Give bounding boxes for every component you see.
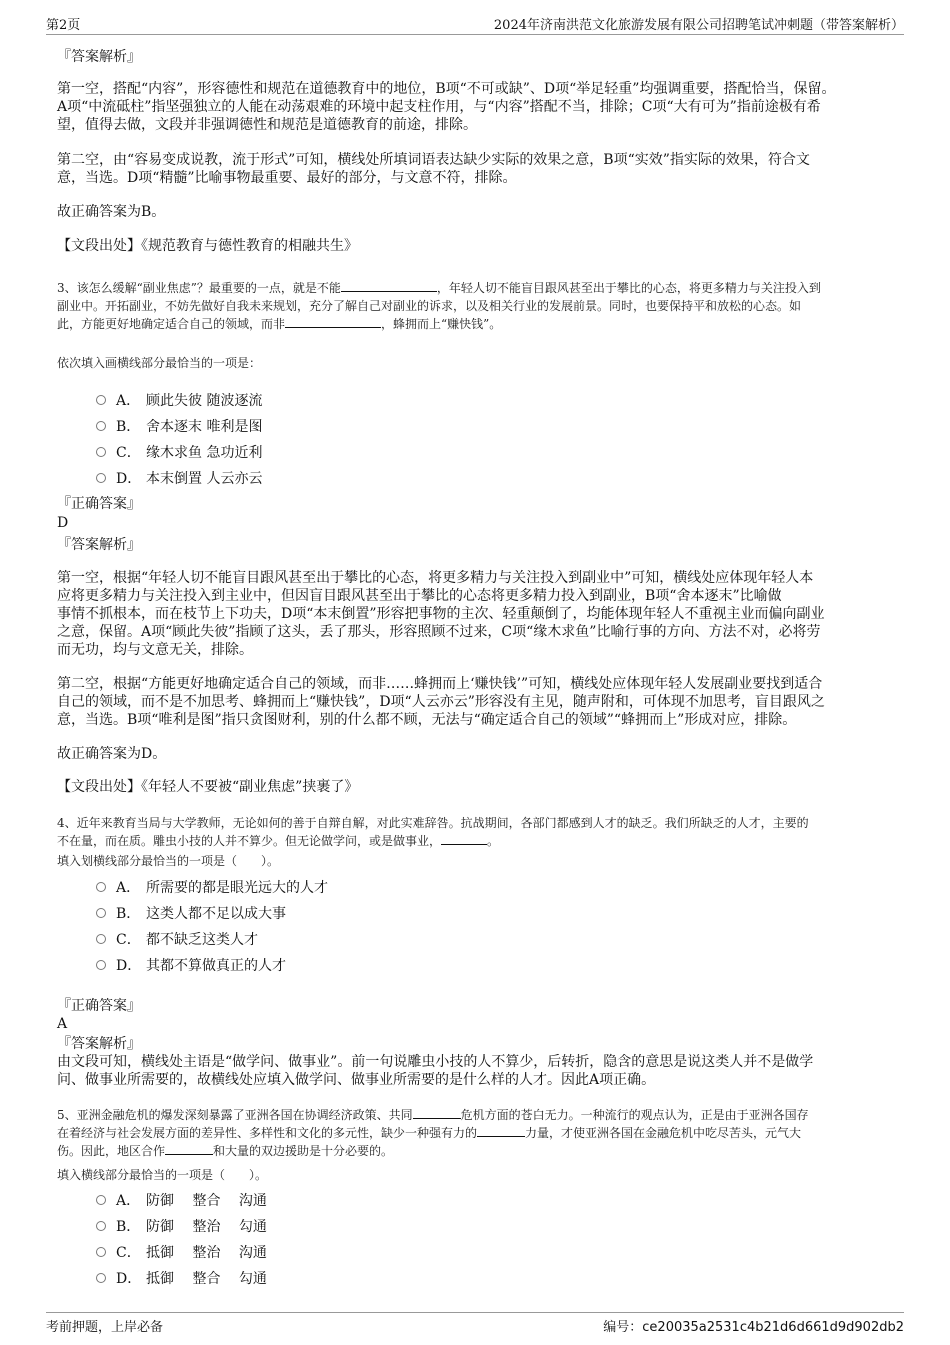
option-label: C． <box>116 1245 141 1261</box>
q4-option-c[interactable] <box>96 929 258 949</box>
code-value: ce20035a2531c4b21d6d661d9d902db2 <box>642 1320 904 1335</box>
text-line: 之意，保留。A项“顾此失彼”指顾了这头，丢了那头，形容照顾不过来，C项“缘木求鱼”比喻行事的方向、方法不对，必将劳 <box>57 624 821 640</box>
stem-text: 此，方能更好地确定适合自己的领域，而非 <box>57 317 286 331</box>
text-line <box>57 1142 895 1160</box>
q4-answer-label: 『正确答案』 <box>57 998 141 1014</box>
text-line: 第二空，由“容易变成说教，流于形式”可知，横线处所填词语表达缺少实际的效果之意，B项“实效”指实际的效果，符合文 <box>57 152 810 168</box>
q3-prompt: 依次填入画横线部分最恰当的一项是： <box>57 356 262 370</box>
q4-option-b[interactable] <box>96 903 286 923</box>
q4-prompt: 填入划横线部分最恰当的一项是（ ）。 <box>57 854 280 868</box>
option-text: 防御 整治 勾通 <box>146 1219 267 1235</box>
stem-text: 力量，才使亚洲各国在金融危机中吃尽苦头，元气大 <box>525 1126 802 1140</box>
text-line: 副业中。开拓副业，不妨先做好自我未来规划，充分了解自己对副业的诉求，以及相关行业的发展前景。同时，也要保持平和放松的心态。如 <box>57 299 802 313</box>
option-text: 抵御 整治 沟通 <box>146 1245 267 1261</box>
option-text: 缘木求鱼 急功近利 <box>146 445 263 461</box>
answer-blank <box>477 1124 525 1137</box>
q5-option-d[interactable] <box>96 1268 267 1288</box>
q2-conclusion: 故正确答案为B。 <box>57 204 166 220</box>
text-line: 意，当选。B项“唯利是图”指只贪图财利，别的什么都不顾，无法与“确定适合自己的领域”“蜂拥而上”形成对应，排除。 <box>57 712 797 728</box>
text-line: 应将更多精力与关注投入到主业中，但因盲目跟风甚至出于攀比的心态将更多精力投入到副业，B项“舍本逐末”比喻做 <box>57 588 782 604</box>
stem-text: 和大量的双边援助是十分必要的。 <box>213 1144 394 1158</box>
stem-text: ，年轻人切不能盲目跟风甚至出于攀比的心态，将更多精力与关注投入到 <box>436 281 821 295</box>
q3-source: 【文段出处】《年轻人不要被“副业焦虑”挟裹了》 <box>57 779 359 795</box>
radio-icon[interactable] <box>96 421 106 431</box>
radio-icon[interactable] <box>96 1221 106 1231</box>
stem-text: ，蜂拥而上“赚快钱”。 <box>381 317 502 331</box>
q4-answer: A <box>57 1016 68 1032</box>
q3-answer-label: 『正确答案』 <box>57 496 141 512</box>
q3-analysis-para2 <box>57 675 895 729</box>
q3-conclusion: 故正确答案为D。 <box>57 746 167 762</box>
text-line: 望，值得去做，文段并非强调德性和规范是道德教育的前途，排除。 <box>57 117 477 133</box>
option-text: 顾此失彼 随波逐流 <box>146 393 263 409</box>
option-label: D． <box>116 958 142 974</box>
text-line: 由文段可知，横线处主语是“做学问、做事业”。前一句说雕虫小技的人不算少，后转折，隐含的意思是说这类人并不是做学 <box>57 1054 814 1070</box>
text-line: 第一空，根据“年轻人切不能盲目跟风甚至出于攀比的心态，将更多精力与关注投入到副业中”可知，横线处应体现年轻人本 <box>57 570 814 586</box>
q5-option-a[interactable] <box>96 1190 267 1210</box>
radio-icon[interactable] <box>96 1273 106 1283</box>
text-line: 第二空，根据“方能更好地确定适合自己的领域，而非……蜂拥而上‘赚快钱’”可知，横线处应体现年轻人发展副业要找到适合 <box>57 676 823 692</box>
q3-stem <box>57 279 895 333</box>
option-text: 都不缺乏这类人才 <box>146 932 258 948</box>
text-line: 4、近年来教育当局与大学教师，无论如何的善于自辩自解，对此实难辞咎。抗战期间，各部门都感到人才的缺乏。我们所缺乏的人才，主要的 <box>57 816 809 830</box>
document-code <box>603 1316 904 1335</box>
document-title: 2024年济南洪范文化旅游发展有限公司招聘笔试冲刺题（带答案解析） <box>493 17 904 33</box>
q2-source: 【文段出处】《规范教育与德性教育的相融共生》 <box>57 238 358 254</box>
option-text: 本末倒置 人云亦云 <box>146 471 263 487</box>
q5-stem <box>57 1106 895 1160</box>
stem-text: 3、该怎么缓解“副业焦虑”？最重要的一点，就是不能 <box>57 281 341 295</box>
text-line: 问、做事业所需要的，故横线处应填入做学问、做事业所需要的是什么样的人才。因此A项正确。 <box>57 1072 656 1088</box>
stem-text: 伤。因此，地区合作 <box>57 1144 166 1158</box>
option-label: B． <box>116 1219 141 1235</box>
page-header <box>46 12 904 35</box>
text-line: 意，当选。D项“精髓”比喻事物最重要、最好的部分，与文意不符，排除。 <box>57 170 517 186</box>
option-text: 这类人都不足以成大事 <box>146 906 286 922</box>
radio-icon[interactable] <box>96 447 106 457</box>
answer-blank <box>165 1142 213 1155</box>
q4-option-a[interactable] <box>96 877 328 897</box>
q3-option-b[interactable] <box>96 416 262 436</box>
stem-text: 5、亚洲金融危机的爆发深刻暴露了亚洲各国在协调经济政策、共同 <box>57 1108 413 1122</box>
q5-prompt: 填入横线部分最恰当的一项是（ ）。 <box>57 1168 268 1182</box>
stem-text: 。 <box>487 834 500 848</box>
stem-text: 危机方面的苍白无力。一种流行的观点认为，正是由于亚洲各国存 <box>460 1108 809 1122</box>
option-text: 抵御 整合 勾通 <box>146 1271 267 1287</box>
text-line <box>57 1106 895 1124</box>
q4-analysis-label: 『答案解析』 <box>57 1036 141 1052</box>
option-text: 所需要的都是眼光远大的人才 <box>146 880 328 896</box>
q3-option-c[interactable] <box>96 442 262 462</box>
radio-icon[interactable] <box>96 1195 106 1205</box>
radio-icon[interactable] <box>96 960 106 970</box>
option-label: C． <box>116 445 141 461</box>
radio-icon[interactable] <box>96 395 106 405</box>
text-line <box>57 315 895 333</box>
text-line <box>57 1124 895 1142</box>
text-line: 自己的领域，而不是不加思考、蜂拥而上“赚快钱”，D项“人云亦云”形容没有主见，随声附和，可体现不加思考，盲目跟风之 <box>57 694 825 710</box>
text-line: 而无功，均与文意无关，排除。 <box>57 642 253 658</box>
stem-text: 不在量，而在质。雕虫小技的人并不算少。但无论做学问，或是做事业， <box>57 834 442 848</box>
radio-icon[interactable] <box>96 1247 106 1257</box>
text-line: 第一空，搭配“内容”，形容德性和规范在道德教育中的地位，B项“不可或缺”、D项“举足轻重”均强调重要，搭配恰当，保留。 <box>57 81 836 97</box>
q5-option-c[interactable] <box>96 1242 267 1262</box>
answer-blank <box>341 279 437 292</box>
radio-icon[interactable] <box>96 934 106 944</box>
q3-analysis-label: 『答案解析』 <box>57 537 141 553</box>
option-label: A． <box>116 880 141 896</box>
q4-analysis-para1 <box>57 1053 895 1089</box>
q4-stem <box>57 814 895 850</box>
q2-analysis-para2 <box>57 151 895 187</box>
q3-analysis-para1 <box>57 569 895 659</box>
stem-text: 在着经济与社会发展方面的差异性、多样性和文化的多元性，缺少一种强有力的 <box>57 1126 478 1140</box>
page-footer <box>46 1312 904 1335</box>
option-text: 其都不算做真正的人才 <box>146 958 286 974</box>
q3-option-a[interactable] <box>96 390 262 410</box>
q3-answer: D <box>57 515 69 531</box>
option-label: C． <box>116 932 141 948</box>
text-line: 事情不抓根本，而在枝节上下功夫，D项“本末倒置”形容把事物的主次、轻重颠倒了，均能体现年轻人不重视主业而偏向副业 <box>57 606 825 622</box>
option-label: B． <box>116 906 141 922</box>
option-label: D． <box>116 1271 142 1287</box>
page-number: 第2页 <box>46 17 81 33</box>
answer-blank <box>413 1106 461 1119</box>
q2-analysis-label: 『答案解析』 <box>57 49 141 65</box>
option-label: A． <box>116 1193 141 1209</box>
radio-icon[interactable] <box>96 882 106 892</box>
radio-icon[interactable] <box>96 908 106 918</box>
option-label: A． <box>116 393 141 409</box>
q5-option-b[interactable] <box>96 1216 267 1236</box>
q2-analysis-para1 <box>57 80 895 134</box>
footer-slogan: 考前押题，上岸必备 <box>46 1320 164 1335</box>
answer-blank <box>285 315 381 328</box>
q4-option-d[interactable] <box>96 955 286 975</box>
option-label: B． <box>116 419 141 435</box>
code-label: 编号： <box>603 1320 643 1335</box>
text-line: A项“中流砥柱”指坚强独立的人能在动荡艰难的环境中起支柱作用，与“内容”搭配不当，排除；C项“大有可为”指前途极有希 <box>57 99 821 115</box>
radio-icon[interactable] <box>96 473 106 483</box>
option-text: 防御 整合 沟通 <box>146 1193 267 1209</box>
option-label: D． <box>116 471 142 487</box>
answer-blank <box>441 832 487 845</box>
text-line <box>57 279 895 297</box>
option-text: 舍本逐末 唯利是图 <box>146 419 263 435</box>
text-line <box>57 832 895 850</box>
q3-option-d[interactable] <box>96 468 262 488</box>
